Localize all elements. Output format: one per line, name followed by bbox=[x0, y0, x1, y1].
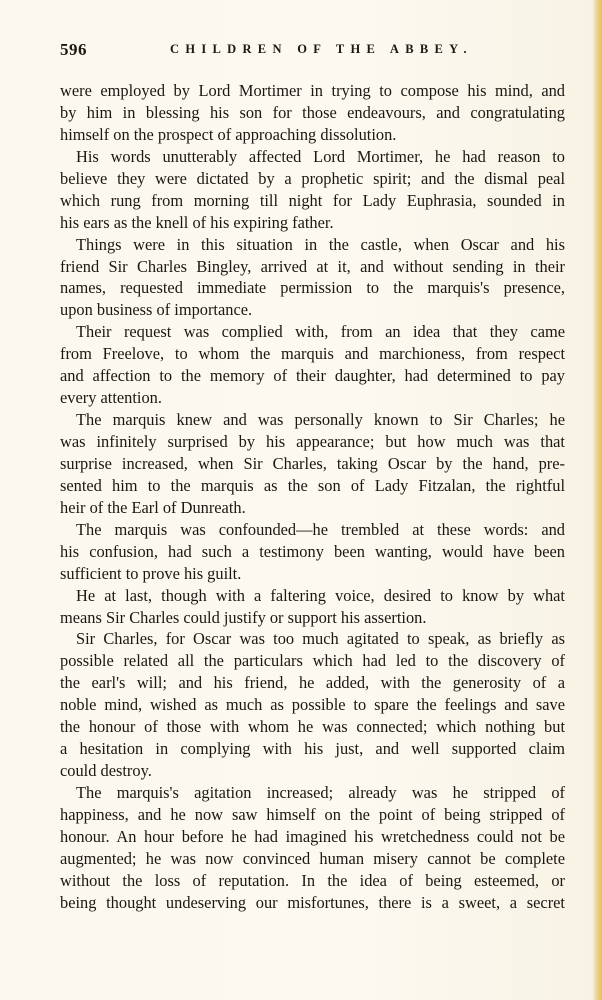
text-line: himself on the prospect of approaching dissolution. bbox=[60, 124, 397, 144]
text-line: Sir Charles, for Oscar was too much agitated to speak, as briefly as bbox=[76, 629, 565, 649]
text-line: were employed by Lord Mortimer in trying to compose his mind, and bbox=[60, 81, 565, 100]
text-line: He at last, though with a faltering voice, desired to know by what bbox=[76, 585, 565, 605]
text-line: His words unutterably affected Lord Mortimer, he had reason to bbox=[76, 146, 565, 166]
text-line: a hesitation in complying with his just, and well supported claim bbox=[60, 739, 565, 759]
page-header bbox=[60, 40, 563, 64]
text-line: the earl's will; and his friend, he added, with the generosity of a bbox=[60, 673, 565, 693]
text-line: was infinitely surprised by his appearance; but how much was that bbox=[60, 432, 565, 451]
text-line: The marquis's agitation increased; already was he stripped of bbox=[76, 783, 565, 802]
text-line: friend Sir Charles Bingley, arrived at it, and without sending in their bbox=[60, 256, 565, 276]
text-line: Things were in this situation in the castle, when Oscar and his bbox=[76, 234, 565, 254]
paragraph bbox=[60, 782, 565, 914]
text-line: his ears as the knell of his expiring father. bbox=[60, 212, 334, 232]
paragraph bbox=[60, 146, 565, 234]
text-line: by him in blessing his son for those endeavours, and congratulating bbox=[60, 102, 565, 122]
page-number: 596 bbox=[60, 40, 87, 59]
text-line: his confusion, had such a testimony been wanting, would have been bbox=[60, 541, 565, 561]
text-line: and affection to the memory of their daughter, had determined to pay bbox=[60, 366, 565, 386]
text-line: sufficient to prove his guilt. bbox=[60, 563, 242, 583]
text-line: The marquis was confounded—he trembled at these words: and bbox=[76, 519, 565, 539]
text-line: augmented; he was now convinced human misery cannot be complete bbox=[60, 848, 565, 868]
text-line: heir of the Earl of Dunreath. bbox=[60, 497, 246, 517]
text-line: sented him to the marquis as the son of Lady Fitzalan, the rightful bbox=[60, 475, 565, 495]
text-line: from Freelove, to whom the marquis and marchioness, from respect bbox=[60, 344, 565, 364]
text-line: happiness, and he now saw himself on the point of being stripped of bbox=[60, 804, 565, 824]
paragraph bbox=[60, 585, 565, 629]
body-text bbox=[60, 80, 565, 914]
text-line: upon business of importance. bbox=[60, 300, 253, 320]
paragraph bbox=[60, 628, 565, 782]
text-line: names, requested immediate permission to the marquis's presence, bbox=[60, 278, 565, 298]
text-line: surprise increased, when Sir Charles, taking Oscar by the hand, pre- bbox=[60, 453, 565, 473]
paragraph bbox=[60, 321, 565, 409]
text-line: which rung from morning till night for Lady Euphrasia, sounded in bbox=[60, 190, 565, 210]
paragraph bbox=[60, 519, 565, 585]
text-line: without the loss of reputation. In the idea of being esteemed, or bbox=[60, 870, 565, 890]
text-line: could destroy. bbox=[60, 761, 152, 781]
text-line: being thought undeserving our misfortunes, there is a sweet, a secret bbox=[60, 892, 565, 912]
text-line: the honour of those with whom he was connected; which nothing but bbox=[60, 717, 565, 737]
text-line: The marquis knew and was personally known to Sir Charles; he bbox=[76, 410, 565, 430]
running-head: CHILDREN OF THE ABBEY. bbox=[170, 42, 473, 56]
page-edge bbox=[592, 0, 602, 1000]
text-line: means Sir Charles could justify or support his assertion. bbox=[60, 607, 427, 627]
text-line: honour. An hour before he had imagined his wretchedness could not be bbox=[60, 826, 565, 846]
text-line: believe they were dictated by a prophetic spirit; and the dismal peal bbox=[60, 168, 565, 188]
text-line: noble mind, wished as much as possible to spare the feelings and save bbox=[60, 695, 565, 715]
text-line: possible related all the particulars which had led to the discovery of bbox=[60, 651, 565, 671]
paragraph bbox=[60, 409, 565, 519]
paragraph bbox=[60, 234, 565, 322]
paragraph bbox=[60, 80, 565, 146]
text-line: Their request was complied with, from an idea that they came bbox=[76, 322, 565, 342]
text-line: every attention. bbox=[60, 388, 162, 408]
